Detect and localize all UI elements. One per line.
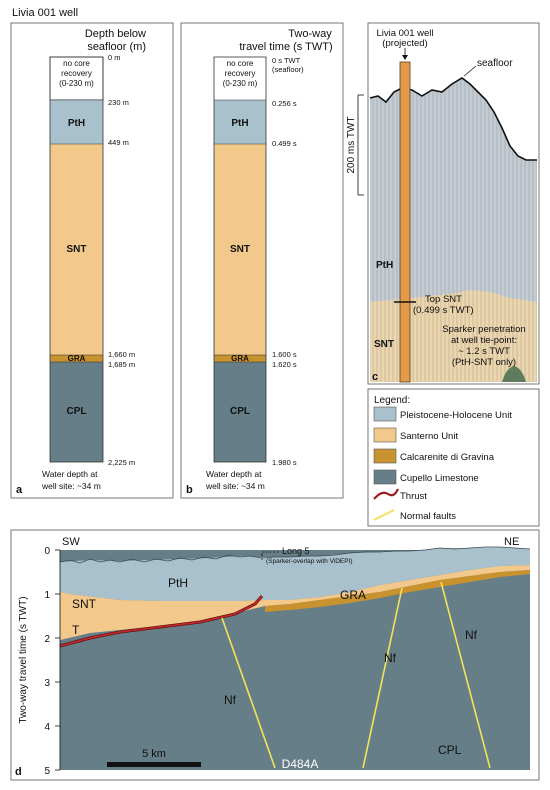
depth-label: 449 m [108,138,129,147]
y-tick-label: 3 [44,678,50,689]
unit-label-gra: GRA [67,354,86,363]
legend-label: Cupello Limestone [400,473,479,484]
no-core-line3: (0-230 m) [59,79,94,88]
sparker-overlap-label: (Sparker-overlap with ViDEPI) [266,558,353,565]
time-label-top-line1: 0 s TWT [272,56,301,65]
unit-label-snt: SNT [66,244,87,255]
panel-letter: c [372,371,379,383]
depth-label: 1,660 m [108,350,136,359]
sw-label: SW [62,536,80,548]
unit-label-cpl: CPL [66,406,87,417]
water-depth-line1: Water depth at [42,469,98,479]
y-ticks [55,550,60,770]
unit-label-cpl: CPL [230,406,250,417]
legend-label: Calcarenite di Gravina [400,452,494,463]
well-label-line1: Livia 001 well [376,28,434,39]
time-label: 1.980 s [272,458,297,467]
y-tick-label: 1 [44,590,50,601]
legend-label: Pleistocene-Holocene Unit [400,410,512,421]
depth-label: 0 m [108,53,121,62]
km-scale-bar [107,762,201,767]
legend [368,389,539,526]
time-label: 0.499 s [272,139,297,148]
no-core-line2: recovery [61,69,92,78]
y-tick-label: 2 [44,634,50,645]
unit-label-snt: SNT [230,244,250,255]
legend-swatch-cpl [374,470,396,484]
top-snt-line2: (0.499 s TWT) [413,305,474,316]
top-snt-line1: Top SNT [425,294,462,305]
panel-d [11,530,539,780]
legend-swatch-snt [374,428,396,442]
ne-label: NE [504,536,520,548]
nf-label: Nf [384,651,396,665]
seafloor-label: seafloor [477,58,513,69]
y-tick-label: 0 [44,546,50,557]
water-depth-line2: well site: ~34 m [42,481,101,491]
panel-b-header-line1: Two-way [288,28,332,40]
panel-a-header-line2: seafloor (m) [87,41,146,53]
legend-normal-faults: Normal faults [400,511,456,522]
depth-label: 230 m [108,98,129,107]
legend-label: Santerno Unit [400,431,459,442]
no-core-line2: recovery [224,69,256,78]
water-depth-line2: well site: ~34 m [206,481,265,491]
y-axis-label: Two-way travel time (s TWT) [18,596,29,724]
gra-label: GRA [340,588,367,602]
time-label: 1.620 s [272,360,297,369]
unit-label-gra: GRA [231,354,249,363]
long5-label: Long 5 [282,546,310,556]
unit-label-pth: PtH [67,118,86,129]
legend-title: Legend: [374,395,411,406]
panel-a-header-line1: Depth below [84,28,146,40]
no-core-line1: no core [226,59,254,68]
time-label: 0.256 s [272,99,297,108]
pth-label: PtH [376,260,394,271]
thrust-label: T [72,623,80,637]
figure-title: Livia 001 well [12,7,79,19]
time-label-top-line2: (seafloor) [272,65,304,74]
cpl-label: CPL [438,743,462,757]
legend-thrust: Thrust [400,491,427,502]
y-tick-label: 4 [44,722,50,733]
panel-b-header-line2: travel time (s TWT) [239,41,333,53]
panel-b [181,23,343,498]
no-core-line1: no core [63,59,90,68]
sparker-line3: ~ 1.2 s TWT [458,346,510,357]
unit-label-pth: PtH [231,118,249,129]
panel-c [346,23,539,384]
sparker-line1: Sparker penetration [442,324,526,335]
line-name: D484A [281,757,319,771]
depth-label: 2,225 m [108,458,136,467]
y-tick-label: 5 [44,766,50,777]
panel-letter: b [186,484,193,496]
panel-letter: d [15,766,22,778]
snt-label: SNT [72,597,96,611]
snt-label: SNT [374,339,394,350]
water-depth-line1: Water depth at [206,469,262,479]
pth-label: PtH [168,576,189,590]
nf-label: Nf [465,628,477,642]
panel-a [11,23,173,498]
sparker-line4: (PtH-SNT only) [451,357,517,368]
panel-letter: a [16,484,23,496]
km-scale-label: 5 km [142,748,166,760]
legend-swatch-gra [374,449,396,463]
well-bar [400,62,410,382]
well-label-line2: (projected) [382,38,428,49]
sparker-line2: at well tie-point: [450,335,518,346]
time-label: 1.600 s [272,350,297,359]
legend-swatch-pth [374,407,396,421]
nf-label: Nf [224,693,236,707]
depth-label: 1,685 m [108,360,136,369]
no-core-line3: (0-230 m) [222,79,258,88]
scale-bar-label: 200 ms TWT [346,116,357,174]
